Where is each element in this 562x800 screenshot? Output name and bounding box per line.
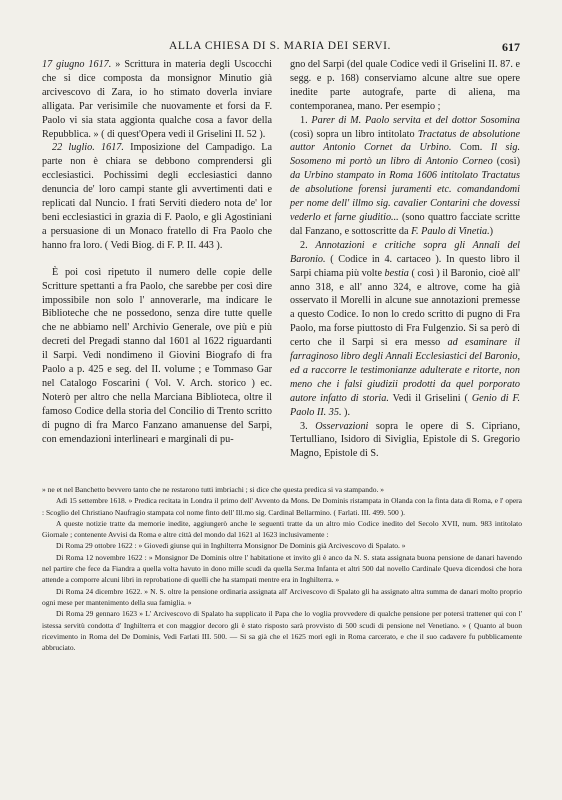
entry-date: 17 giugno 1617. — [42, 59, 112, 70]
paragraph-continuation: gno del Sarpi (del quale Codice vedi il Griselini II. 87. e segg. e p. 168) conserviamo alcune altre sue opere inedite parte autografe, parte di aliena, ma contemporanea, mano. Per esempio ; — [290, 59, 520, 112]
entry-17-giugno — [42, 58, 272, 141]
footnote: Di Roma 29 ottobre 1622 : » Giovedì giunse qui in Inghilterra Monsignor De Dominis già Arcivescovo di Spalato. » — [56, 541, 406, 551]
footnote: » ne et nel Banchetto bevvero tanto che ne restarono tutti imbriachi ; si dice che questa predica si va stampando. » — [42, 485, 384, 494]
page-header — [40, 40, 520, 56]
page-number: 617 — [502, 40, 520, 54]
entry-22-luglio — [42, 141, 272, 252]
footnotes — [42, 484, 522, 653]
footnote: Adì 15 settembre 1618. » Predica recitata in Londra il primo dell' Avvento da Mons. De Dominis ristampata in Olanda con la finta data di Roma, e l' opera : Scoglio del Christiano Naufragio stampata col nome finto dell' Ill.mo sig. Cardinal Bellarmino. ( Farlati. III. 499. 500 ). — [42, 496, 522, 517]
item-3-osservazioni: 3. Osservazioni sopra le opere di S. Cipriano, Tertulliano, Isidoro di Siviglia, Epistole di S. Gregorio Magno, Epistole di S. — [290, 420, 520, 460]
entry-text: » Scrittura in materia degli Uscocchi che si dice composta da monsignor Minutio già arcivescovo di Zara, io ho stimato doverla inviare alligata. Par verisimile che nuovamente et forsi da F. Paolo vi sia stata aggionta qualche cosa a favor della Repubblica. » ( di quest'Opera vedi il Griselini II. 52 ). — [42, 59, 272, 140]
running-title: ALLA CHIESA DI S. MARIA DEI SERVI. — [168, 40, 391, 52]
item-1-parer: 1. Parer di M. Paolo servita et del dottor Sosomina (così) sopra un libro intitolato Tractatus de absolutione auttor Antonio Cornet da Urbino. Com. Il sig. Sosomeno mi portò un libro di Antonio Corneo (così) da Urbino stampato in Roma 1606 intitolato Tractatus de absolutione forensi juramenti etc. comandandomi per nome dell' illmo sig. cavalier Contarini che dovessi vederlo et farne giuditio... (sono quattro facciate scritte dal Fanzano, e sottoscritte da F. Paulo di Vinetia.) — [290, 114, 521, 237]
right-column — [290, 58, 520, 461]
footnote: Di Roma 12 novembre 1622 : » Monsignor De Dominis oltre l' habitatione et invito gli è anco da N. S. stata assignata buona pensione de danari havendo nel partire che fece da Fiandra a quella volta havuto in dono mille scudi da quella Ser.ma Infanta et altri 500 dal novello Cardinale Queva dicendosi che hora attende a comporre alcuni libri in reprobatione di quelli che ha stampati mentre era in Inghilterra. » — [42, 552, 522, 585]
left-column — [42, 58, 272, 446]
paragraph-copies: È poi così ripetuto il numero delle copie delle Scritture spettanti a fra Paolo, che sarebbe per così dire impossibile non solo l' annoverarle, ma indicare le Biblioteche che ne possedono, senza dire tutte quelle che ne abbiamo nell' Archivio Generale, ove più e più decreti del Pregadi stanno dal 1601 al 1622 riguardanti il Sarpi. Vedi nondimeno il Giovini Biografo di fra Paolo a p. 425 e seg. del II. volume ; e Tommaso Gar nel Catalogo Foscarini ( Vol. V. Arch. storico ) ec. Noterò per altro che nella Marciana Biblioteca, oltre il famoso Codice della storia del Concilio di Trento scritto di pugno di fra Marco Fanzano amanuense del Sarpi, con emendazioni interlineari e marginali di pu- — [42, 266, 272, 445]
footnote: Di Roma 29 gennaro 1623 » L' Arcivescovo di Spalato ha supplicato il Papa che lo voglia provvedere di qualche pensione per potersi trattener qui con l' istessa servitù condotta d' Inghilterra et con maggior decoro gli è stato risposto sarà provvisto di 500 scudi di pensione nel Venetiano. » ( Quanto al buon ricevimento in Roma del De Dominis, Vedi Farlati III. 500. — Si sa già che el 1625 morì egli in Roma carcerato, e che il suo cadavere fu pubblicamente abbruciato. — [42, 609, 522, 653]
item-2-annotazioni: 2. Annotazioni e critiche sopra gli Annali del Baronio. ( Codice in 4. cartaceo ). In questo libro il Sarpi chiama più volte bestia ( così ) il Baronio, cioè all' anno 318, e all' anno 324, e altrove, come ha già osservato il Morelli in alcune sue annotazioni premesse a questo Codice. Io non lo credo scritto di pugno di Fra Paolo, ma forse piuttosto di Fra Fulgenzio. Si sa però di certo che il Sarpi si era messo ad esaminare il farraginoso libro degli Annali Ecclesiastici del Baronio, ed a raccorre le testimonianze adulterate e ritorte, non meno che i falsi giudizii prodotti da quel porporato autore infatto di storia. Vedi il Griselini ( Genio di F. Paolo II. 35. ). — [290, 239, 520, 418]
entry-date: 22 luglio. 1617. — [52, 142, 124, 154]
entry-text: Imposizione del Campadigo. La parte non è chiara se debbono comprendersi gli ecclesiastici. Pochissimi degli ecclesiastici danno denuncia de' loro campi stante gli avvertimenti dati e replicati dal Nuncio. I frati Serviti diedero nota de' lor beni ecclesiastici in grazia di F. Paolo, e gli Agostiniani a persuasione di un Monaco fratello di Fra Paolo che hanno fra loro. ( Vedi Biog. di F. P. II. 443 ). — [42, 142, 272, 251]
footnote: A queste notizie tratte da memorie inedite, aggiungerò anche le seguenti tratte da un altro mio Codice inedito del Secolo XVII, num. 983 intitolato Giornale ; contenente Avvisi da Roma e altre città del mondo dal 1621 al 1623 inclusivamente : — [42, 518, 522, 540]
footnote: Di Roma 24 dicembre 1622. » N. S. oltre la pensione ordinaria assignata all' Arcivescovo di Spalato gli ha assignato altra summa de danari molto proprio ogni mese per mantenimento della sua famiglia. » — [42, 586, 522, 607]
